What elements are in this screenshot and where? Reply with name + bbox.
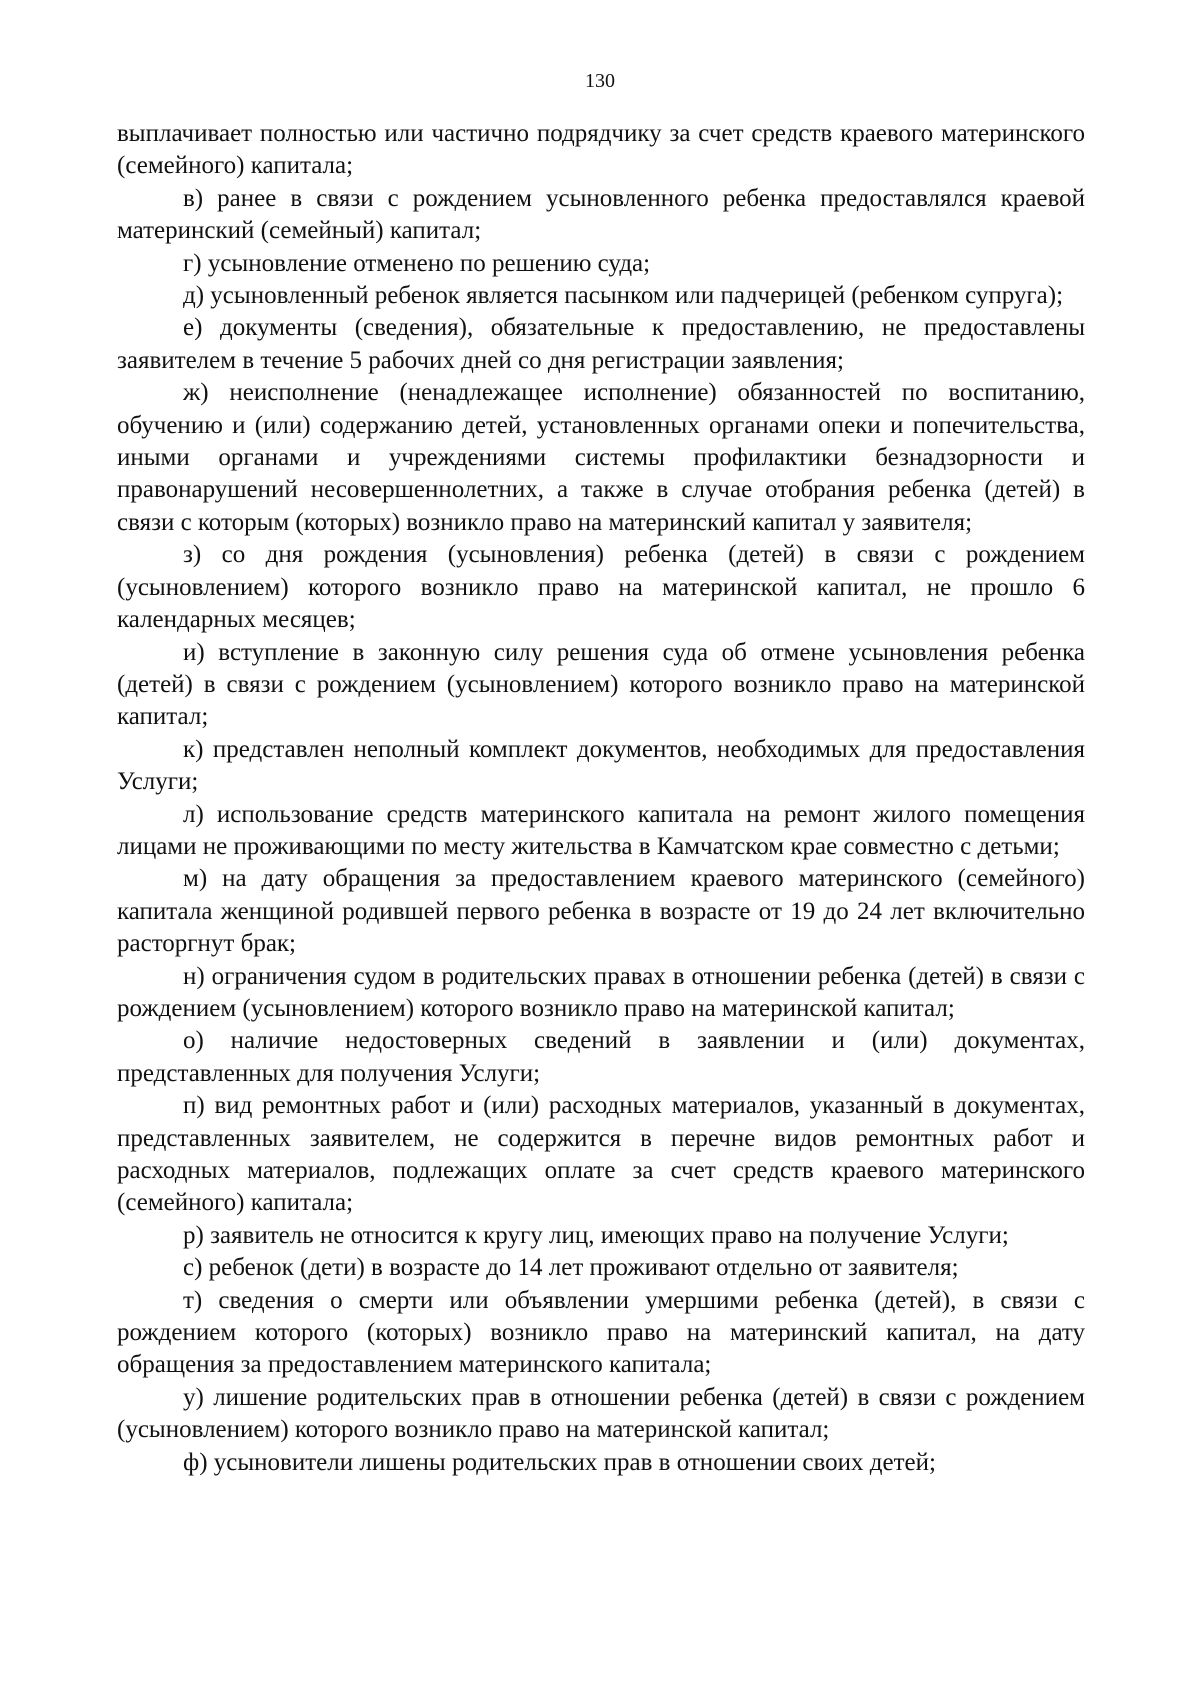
- list-item-r: р) заявитель не относится к кругу лиц, имеющих право на получение Услуги;: [183, 1221, 1009, 1249]
- list-item-l: л) использование средств материнского капитала на ремонт жилого помещения лицами не проживающими по месту жительства в Камчатском крае совместно с детьми;: [117, 800, 1085, 860]
- list-item-g: г) усыновление отменено по решению суда;: [183, 249, 651, 277]
- list-item-k: к) представлен неполный комплект документов, необходимых для предоставления Услуги;: [117, 735, 1085, 796]
- list-item-o: о) наличие недостоверных сведений в заявлении и (или) документах, представленных для получения Услуги;: [117, 1027, 1085, 1087]
- list-item-e: е) документы (сведения), обязательные к предоставлению, не предоставлены заявителем в течение 5 рабочих дней со дня регистрации заявления;: [117, 314, 1085, 374]
- list-item-t: т) сведения о смерти или объявлении умершими ребенка (детей), в связи с рождением которого (которых) возникло право на материнский капитал, на дату обращения за предоставлением материнского капитала;: [117, 1286, 1085, 1379]
- list-item-m: м) на дату обращения за предоставлением краевого материнского (семейного) капитала женщиной родившей первого ребенка в возрасте от 19 до 24 лет включительно расторгнут брак;: [117, 865, 1085, 958]
- list-item-s: с) ребенок (дети) в возрасте до 14 лет проживают отдельно от заявителя;: [183, 1254, 959, 1282]
- list-item-i: и) вступление в законную силу решения суда об отмене усыновления ребенка (детей) в связи с рождением (усыновлением) которого возникло право на материнской капитал;: [117, 638, 1085, 731]
- list-item-f: ф) усыновители лишены родительских прав в отношении своих детей;: [183, 1448, 936, 1476]
- intro-paragraph: выплачивает полностью или частично подрядчику за счет средств краевого материнского (семейного) капитала;: [117, 120, 1085, 180]
- list-item-u: у) лишение родительских прав в отношении ребенка (детей) в связи с рождением (усыновлением) которого возникло право на материнской капитал;: [117, 1383, 1085, 1444]
- list-item-zh: ж) неисполнение (ненадлежащее исполнение) обязанностей по воспитанию, обучению и (или) содержанию детей, установленных органами опеки и попечительства, иными органами и учреждениями системы профилактики безнадзорности и правонарушений несовершеннолетних, а также в случае отобрания ребенка (детей) в связи с которым (которых) возникло право на материнский капитал у заявителя;: [117, 379, 1085, 536]
- list-item-p: п) вид ремонтных работ и (или) расходных материалов, указанный в документах, представленных заявителем, не содержится в перечне видов ремонтных работ и расходных материалов, подлежащих оплате за счет средств краевого материнского (семейного) капитала;: [117, 1092, 1085, 1217]
- list-item-n: н) ограничения судом в родительских правах в отношении ребенка (детей) в связи с рождением (усыновлением) которого возникло право на материнской капитал;: [117, 962, 1085, 1022]
- document-body: [117, 118, 1085, 1479]
- list-item-v: в) ранее в связи с рождением усыновленного ребенка предоставлялся краевой материнский (семейный) капитал;: [117, 184, 1085, 245]
- page-number: 130: [585, 70, 615, 92]
- list-item-d: д) усыновленный ребенок является пасынком или падчерицей (ребенком супруга);: [183, 282, 1064, 310]
- list-item-z: з) со дня рождения (усыновления) ребенка (детей) в связи с рождением (усыновлением) которого возникло право на материнской капитал, не прошло 6 календарных месяцев;: [117, 541, 1085, 634]
